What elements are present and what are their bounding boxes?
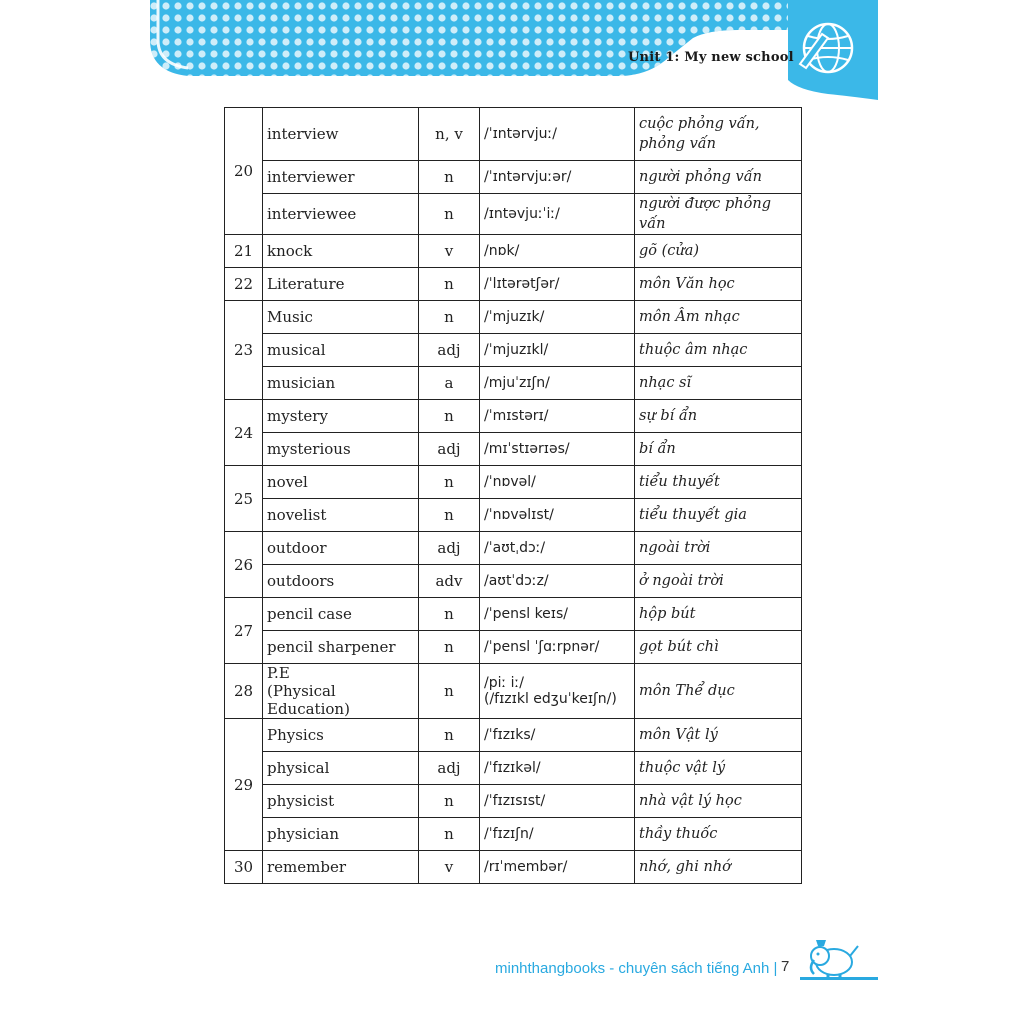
globe-pencil-icon [796,20,858,82]
meaning-cell: hộp bút [635,598,802,631]
part-of-speech-cell: adj [419,752,480,785]
word-cell [263,664,419,719]
pronunciation-cell: /ˈfɪzɪʃn/ [480,818,635,851]
meaning-cell: bí ẩn [635,433,802,466]
publisher-text [495,960,777,977]
word-cell: interviewer [263,161,419,194]
table-row [225,268,802,301]
word-cell: Music [263,301,419,334]
pronunciation-cell: /ˈɪntərvjuːər/ [480,161,635,194]
vocabulary-table-body [225,108,802,884]
entry-number: 22 [225,268,263,301]
table-row [225,400,802,433]
table-row [225,108,802,161]
part-of-speech-cell: adj [419,334,480,367]
meaning-cell: gọt bút chì [635,631,802,664]
pronunciation-cell: /ˈpensl ˈʃɑːrpnər/ [480,631,635,664]
meaning-cell: môn Vật lý [635,719,802,752]
word-cell: musician [263,367,419,400]
pronunciation-cell: /ˈmjuzɪkl/ [480,334,635,367]
meaning-cell: thuộc âm nhạc [635,334,802,367]
part-of-speech-cell: n [419,194,480,235]
meaning-cell: người được phỏng vấn [635,194,802,235]
table-row [225,235,802,268]
pronunciation-cell: /ˈfɪzɪsɪst/ [480,785,635,818]
word-cell: outdoors [263,565,419,598]
meaning-cell: thuộc vật lý [635,752,802,785]
pronunciation-cell [480,664,635,719]
entry-number: 27 [225,598,263,664]
pronunciation-cell: /ˈpensl keɪs/ [480,598,635,631]
table-row [225,466,802,499]
page-number: 7 [781,958,790,975]
word-text: P.E [267,664,290,682]
pronunciation-cell: /rɪˈmembər/ [480,851,635,884]
pronunciation-cell: /ˈfɪzɪkəl/ [480,752,635,785]
pronunciation-cell: /ˈnɒvəlɪst/ [480,499,635,532]
pronunciation-cell: /mjuˈzɪʃn/ [480,367,635,400]
table-row [225,301,802,334]
meaning-cell: nhà vật lý học [635,785,802,818]
part-of-speech-cell: n [419,664,480,719]
part-of-speech-cell: adv [419,565,480,598]
part-of-speech-cell: n [419,719,480,752]
pronunciation-cell: /ˈfɪzɪks/ [480,719,635,752]
meaning-cell: ở ngoài trời [635,565,802,598]
meaning-cell: sự bí ẩn [635,400,802,433]
word-cell: physical [263,752,419,785]
part-of-speech-cell: n, v [419,108,480,161]
word-cell: physicist [263,785,419,818]
footer-separator: | [773,960,778,977]
word-cell: novelist [263,499,419,532]
meaning-cell: gõ (cửa) [635,235,802,268]
table-row [225,818,802,851]
entry-number: 26 [225,532,263,598]
meaning-cell: môn Âm nhạc [635,301,802,334]
table-row [225,433,802,466]
pronunciation-cell: /ˈmjuzɪk/ [480,301,635,334]
part-of-speech-cell: n [419,818,480,851]
pronunciation-cell: /mɪˈstɪərɪəs/ [480,433,635,466]
part-of-speech-cell: adj [419,532,480,565]
word-cell: mysterious [263,433,419,466]
meaning-cell: thầy thuốc [635,818,802,851]
meaning-cell: người phỏng vấn [635,161,802,194]
pronunciation-subtext: (/fɪzɪkl edʒuˈkeɪʃn/) [484,691,617,707]
table-row [225,785,802,818]
part-of-speech-cell: v [419,851,480,884]
word-cell: outdoor [263,532,419,565]
meaning-cell: tiểu thuyết [635,466,802,499]
pronunciation-cell: /ˈɪntərvjuː/ [480,108,635,161]
word-cell: pencil sharpener [263,631,419,664]
part-of-speech-cell: n [419,598,480,631]
meaning-cell: tiểu thuyết gia [635,499,802,532]
word-cell: Physics [263,719,419,752]
meaning-cell: nhớ, ghi nhớ [635,851,802,884]
table-row [225,532,802,565]
table-row [225,664,802,719]
word-subtext: (Physical Education) [267,682,350,718]
entry-number: 24 [225,400,263,466]
meaning-cell: nhạc sĩ [635,367,802,400]
word-cell: mystery [263,400,419,433]
word-cell: interview [263,108,419,161]
part-of-speech-cell: n [419,499,480,532]
part-of-speech-cell: n [419,785,480,818]
table-row [225,334,802,367]
part-of-speech-cell: n [419,466,480,499]
word-cell: musical [263,334,419,367]
table-row [225,631,802,664]
part-of-speech-cell: n [419,400,480,433]
word-cell: physician [263,818,419,851]
part-of-speech-cell: n [419,631,480,664]
word-cell: knock [263,235,419,268]
word-cell: novel [263,466,419,499]
pronunciation-text: /piː iː/ [484,675,524,691]
table-row [225,752,802,785]
pronunciation-cell: /nɒk/ [480,235,635,268]
entry-number: 21 [225,235,263,268]
table-row [225,719,802,752]
part-of-speech-cell: n [419,301,480,334]
pronunciation-cell: /ɪntəvjuːˈiː/ [480,194,635,235]
part-of-speech-cell: adj [419,433,480,466]
part-of-speech-cell: n [419,268,480,301]
entry-number: 29 [225,719,263,851]
meaning-cell: cuộc phỏng vấn, phỏng vấn [635,108,802,161]
table-row [225,598,802,631]
word-cell: pencil case [263,598,419,631]
entry-number: 25 [225,466,263,532]
entry-number: 23 [225,301,263,400]
part-of-speech-cell: a [419,367,480,400]
entry-number: 20 [225,108,263,235]
unit-title: Unit 1: My new school [628,50,794,65]
table-row [225,851,802,884]
meaning-cell: ngoài trời [635,532,802,565]
word-cell: Literature [263,268,419,301]
part-of-speech-cell: n [419,161,480,194]
pronunciation-cell: /aʊtˈdɔːz/ [480,565,635,598]
word-cell: interviewee [263,194,419,235]
pronunciation-cell: /ˈaʊtˌdɔː/ [480,532,635,565]
footer-accent-line [800,977,878,980]
entry-number: 30 [225,851,263,884]
part-of-speech-cell: v [419,235,480,268]
table-row [225,194,802,235]
vocabulary-table [224,107,802,884]
pronunciation-cell: /ˈlɪtərətʃər/ [480,268,635,301]
word-cell: remember [263,851,419,884]
pronunciation-cell: /ˈmɪstərɪ/ [480,400,635,433]
publisher-name: minhthangbooks - chuyên sách tiếng Anh [495,960,770,977]
entry-number: 28 [225,664,263,719]
table-row [225,499,802,532]
meaning-cell: môn Văn học [635,268,802,301]
table-row [225,367,802,400]
table-row [225,161,802,194]
table-row [225,565,802,598]
meaning-cell: môn Thể dục [635,664,802,719]
pronunciation-cell: /ˈnɒvəl/ [480,466,635,499]
